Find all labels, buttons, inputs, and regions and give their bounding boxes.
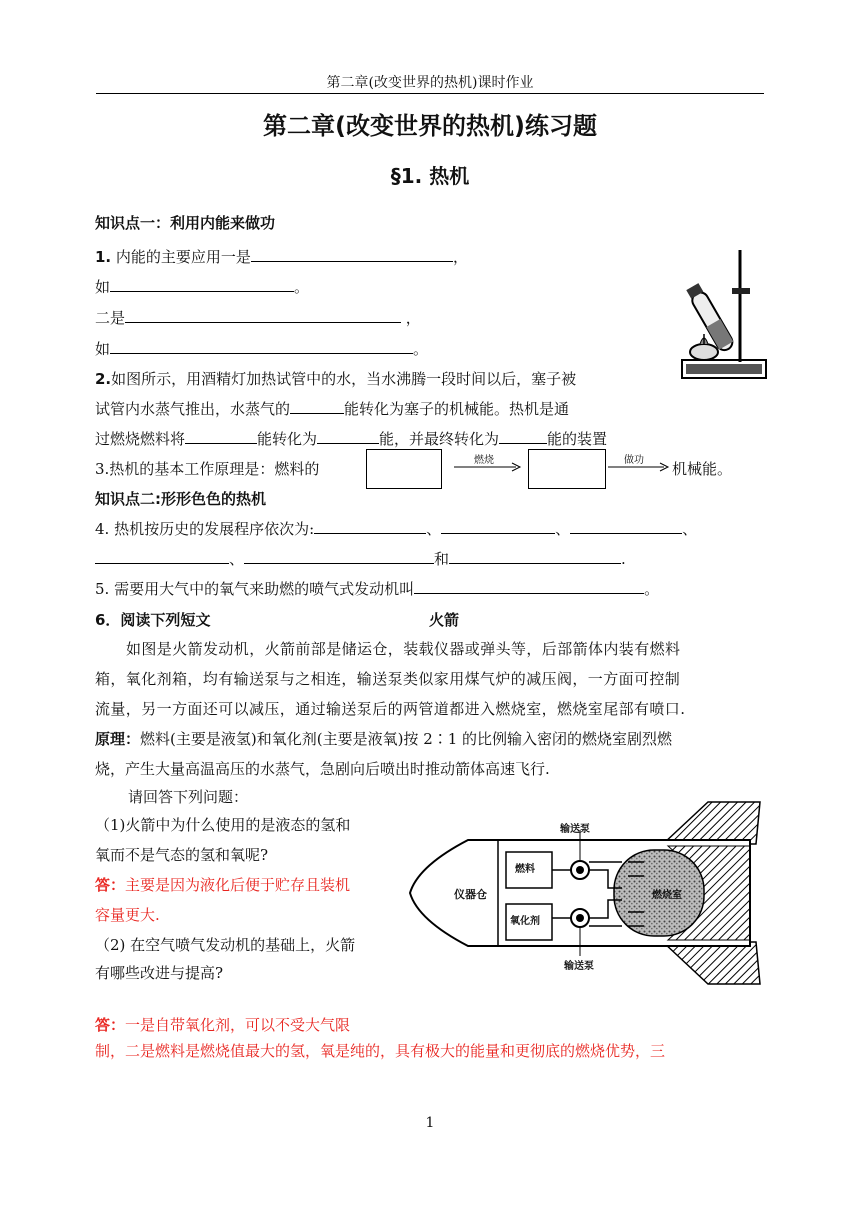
header-rule (96, 93, 764, 94)
page-title: 第二章(改变世界的热机)练习题 (263, 112, 597, 140)
q3-box-1[interactable] (366, 449, 442, 489)
sq2-line1: （2) 在空气喷气发动机的基础上，火箭 (95, 936, 356, 954)
running-header: 第二章(改变世界的热机)课时作业 (326, 75, 534, 91)
p1-line3: 流量，另一方面还可以减压，通过输送泵后的两管道都进入燃烧室，燃烧室尾部有喷口. (95, 700, 686, 718)
q1-blank-4[interactable] (110, 339, 413, 354)
sq1-line1: （1)火箭中为什么使用的是液态的氢和 (95, 816, 351, 834)
q2-line1: 2.如图所示，用酒精灯加热试管中的水，当水沸腾一段时间以后，塞子被 (95, 370, 577, 388)
p2-line2: 烧，产生大量高温高压的水蒸气，急剧向后喷出时推动箭体高速飞行. (95, 760, 550, 778)
q4-line2: 、 和 . (95, 548, 626, 569)
q6-label: 6．阅读下列短文 (95, 611, 211, 629)
q4-blank-1[interactable] (314, 519, 426, 534)
section-title: §1. 热机 (390, 164, 470, 188)
q1-blank-3[interactable] (125, 308, 401, 323)
q4-blank-3[interactable] (570, 519, 682, 534)
q4-blank-5[interactable] (244, 549, 434, 564)
q2-blank-4[interactable] (499, 429, 547, 444)
arrow-work-label: 做功 (624, 455, 644, 466)
q4-line1: 4. 热机按历史的发展程序依次为: 、 、 、 (95, 520, 698, 538)
p1-line1: 如图是火箭发动机，火箭前部是储运仓，装载仪器或弹头等，后部箭体内装有燃料 (126, 640, 681, 658)
ans2-line2: 制，二是燃料是燃烧值最大的氢，氧是纯的，具有极大的能量和更彻底的燃烧优势，三 (95, 1042, 666, 1060)
q1-line3: 二是 ， (95, 309, 421, 327)
ans1-line1: 答：主要是因为液化后便于贮存且装机 (95, 876, 351, 894)
test-tube-apparatus-illustration (678, 248, 770, 382)
q3-text: 3.热机的基本工作原理是：燃料的 (95, 460, 320, 478)
q4-blank-2[interactable] (441, 519, 555, 534)
q3-box-2[interactable] (528, 449, 606, 489)
pump-label-top: 输送泵 (560, 824, 590, 835)
q2-line3: 过燃烧燃料将 能转化为 能，并最终转化为 能的装置 (95, 430, 608, 448)
ans1-line2: 容量更大. (95, 906, 160, 924)
q5-blank[interactable] (414, 579, 644, 594)
q4-blank-6[interactable] (449, 549, 621, 564)
q1-line1: 1. 内能的主要应用一是 ， (95, 248, 468, 266)
article-title: 火箭 (429, 611, 460, 629)
instrument-bay-label: 仪器仓 (454, 888, 487, 901)
pump-label-bottom: 输送泵 (564, 961, 594, 972)
q1-line4: 如 。 (95, 340, 429, 358)
q2-blank-3[interactable] (317, 429, 379, 444)
prompt: 请回答下列问题： (128, 788, 249, 806)
q3-end: 机械能。 (672, 460, 733, 478)
ans2-line1: 答：一是自带氧化剂，可以不受大气限 (95, 1016, 351, 1034)
sq2-line2: 有哪些改进与提高? (95, 964, 224, 982)
oxidizer-label: 氧化剂 (510, 916, 540, 927)
q5-line: 5. 需要用大气中的氧气来助燃的喷气式发动机叫 。 (95, 580, 660, 598)
q1-blank-1[interactable] (251, 247, 453, 262)
q1-blank-2[interactable] (110, 277, 294, 292)
q2-blank-1[interactable] (290, 399, 344, 414)
arrow-combustion-label: 燃烧 (474, 455, 494, 466)
p2-line1: 原理：燃料(主要是液氢)和氧化剂(主要是液氧)按 2∶1 的比例输入密闭的燃烧室剧烈燃 (95, 730, 673, 748)
fuel-label: 燃料 (515, 864, 535, 875)
q4-blank-4[interactable] (95, 549, 229, 564)
p1-line2: 箱，氧化剂箱，均有输送泵与之相连，输送泵类似家用煤气炉的减压阀，一方面可控制 (95, 670, 681, 688)
combustion-chamber-label: 燃烧室 (652, 890, 682, 901)
page-number: 1 (425, 1115, 435, 1131)
q1-line2: 如 。 (95, 278, 310, 296)
q2-blank-2[interactable] (185, 429, 257, 444)
kp2-heading: 知识点二:形形色色的热机 (95, 490, 266, 508)
kp1-heading: 知识点一：利用内能来做功 (95, 214, 276, 232)
sq1-line2: 氧而不是气态的氢和氧呢? (95, 846, 269, 864)
q2-line2: 试管内水蒸气推出，水蒸气的 能转化为塞子的机械能。热机是通 (95, 400, 570, 418)
